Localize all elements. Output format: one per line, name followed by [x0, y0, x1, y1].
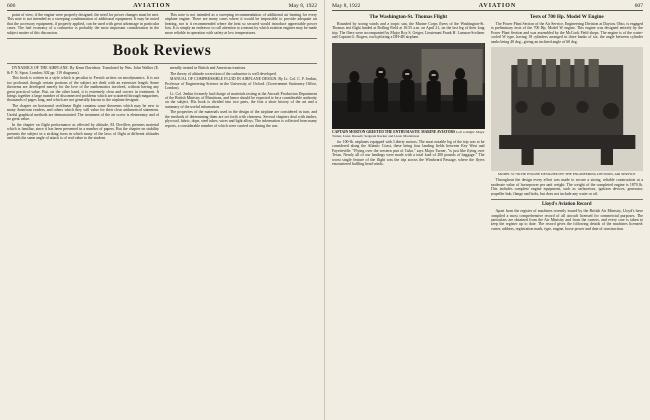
- left-top-text-2: This note is not intended as a sweeping recommendation of additional air heating for every airplane engine. There are many cases where it would be impossible to provide adequate air heating, nor is it recommended where the heat so secured would introduce appreciable power loss. It is simply an endeavor to call attention to a means by which aviation engines may be made more reliable in operation with safety at low temperatures.: [165, 13, 317, 35]
- review-paragraph: The chapter on horizontal rectilinear flight contains some theorems which may be new to many American readers, and others which they will value for their clear arithmetical statement. Useful graphical methods are demonstrated. The treatment of the air screw is elementary and of no great value.: [7, 103, 159, 122]
- article-paragraph: The Power Plant Section of the Air Service, Engineering Division at Dayton, Ohio, is engaged in preliminary tests of the 700 Hp. Model W engine. This engine was designed entirely by the Power Plant Section and was assembled by the McCook Field shops. The engine is of the water-cooled W type, having 18 cylinders arranged in three banks of six, the angle between cylinder banks being 40 deg., giving an inclined angle of 60 deg.: [490, 22, 643, 44]
- aviators-photo-image: [332, 43, 485, 129]
- left-top-columns: [7, 13, 317, 36]
- engine-photo: [491, 47, 644, 171]
- right-running-head: [332, 3, 643, 11]
- left-journal-title: AVIATION: [133, 3, 171, 9]
- left-date: May 8, 1922: [288, 3, 317, 9]
- book-reviews-title: Book Reviews: [112, 42, 212, 60]
- engine-photo-caption: MODEL W 700 HP. ENGINE DESIGNED BY THE ENGINEERING DIVISION, AIR SERVICE: [497, 172, 636, 177]
- review-paragraph: MANUAL OF COMPRESSIBLE FLUID IN AIRPLANE DESIGN. By Lt. Col. C. F. Jenkin, Professor of Engineering Science in the University of Oxford. (Government Stationery Office, London).: [165, 77, 317, 91]
- review-paragraph: The theory of altitude correction of the carburetor is well developed.: [170, 71, 277, 76]
- article-paragraph: Apart from the register of machines recently issued by the British Air Ministry, Lloyd's have compiled a most comprehensive record of all aircraft licensed for commercial purposes. The particulars are obtained from the Air Ministry and from the owners, and every care is taken to keep the register up to date. The record gives the following details of the machines licensed: owner, address, registration mark, type, engine, horse power and date of construction.: [490, 209, 643, 231]
- article-paragraph: for 100-lb. airplanes equipped with Liberty motors. The most notable leg of the trip was to be considered along the Atlantic Coast, these being four landing fields between Key West and Fayetteville. "Flying over the western part of Cuba," says Major Turner, "is just like flying over Texas. Nearly all of our landings were made with a total load of 200 pounds of baggage." The worst single feature of the flight was the trip across the Windward Passage, where the flyers encountered baffling head winds.: [332, 139, 485, 167]
- article-text: [332, 22, 485, 41]
- right-col-1: [332, 13, 485, 232]
- divider: [491, 199, 644, 200]
- review-paragraph: mendly treated in British and American treatises.: [170, 66, 247, 71]
- aviators-photo-caption: [332, 130, 485, 138]
- lloyds-article-text: [491, 209, 644, 232]
- article-paragraph: Rounded by strong winds and a tropic sun, the Marine Corps flyers of the Washington-St. Thomas test flight landed at Bolling Field at 10:55 a.m. on April 21, on the last leg of their long trip. The fliers were accompanied by Major Roy S. Geiger, Lieutenant Frank H. Lamson-Scribner and Captain G. Rogers, each piloting a DH-4B airplane.: [332, 22, 485, 40]
- aviators-photo: [332, 43, 485, 129]
- left-top-col-2: [165, 13, 317, 36]
- reviews-col-2: [165, 66, 317, 141]
- article-title-engine: Tests of 700 Hp. Model W Engine: [529, 14, 604, 20]
- engine-article-text: [491, 22, 644, 45]
- article-title-washington: The Washington-St. Thomas Flight: [369, 14, 448, 20]
- article-title-lloyds: Lloyd's Aviation Record: [542, 202, 592, 208]
- divider: [7, 63, 317, 64]
- review-paragraph: In the chapter on flight performance as affected by altitude, M. Devillers presents material which is familiar, since it has been presented in a number of papers. But the chapter on stability presents the subject in a striking form in which many of the laws of flight at different altitudes and with the same angle of attack is of real value to the student.: [7, 122, 159, 141]
- caption-text: Left to Right: Major Turner, Lieut. Russell, Sergeant Rucker and Lieut. Mackinnon: [332, 129, 485, 138]
- engine-photo-image: [491, 47, 644, 171]
- right-page: [325, 0, 650, 420]
- article-text-cont: [332, 140, 485, 168]
- right-journal-title: AVIATION: [478, 3, 517, 9]
- engine-article-text-cont: [491, 178, 644, 197]
- review-paragraph: Lt. Col. Jenkin formerly had charge of materials testing at the Aircraft Production Department of the British Ministry of Munitions, and hence should be expected to be a considerable authority on the subject. His book is divided into two parts, the first a short history of the art and a summary of the useful information.: [165, 91, 317, 109]
- left-top-col-1: [7, 13, 159, 36]
- left-page-number: 606: [7, 3, 16, 9]
- review-paragraph: DYNAMICS OF THE AIRPLANE. By Kenn Davidson. Translated by Wm. John Walker (E. & F. N. Spon, London; 302 pp. 119 diagrams).: [7, 66, 159, 75]
- right-date: May 8, 1922: [332, 3, 361, 9]
- right-col-2: [491, 13, 644, 232]
- article-paragraph: Throughout the design every effort was made to secure a strong, reliable construction at a moderate value of horsepower per unit weight. The weight of the completed engine is 1870 lb. This includes complete engine equipment, such as carburetors, ignition devices, generator, propeller hub, flange and bolts, but does not include any water or oil.: [490, 178, 643, 196]
- left-top-text-1: point of view, if the engine were properly designed, the need for power changes must be met. This note is not intended as a sweeping condemnation of additional equipment. It may be noted that the accessory equipment, if properly applied, can be used with great advantage in particular cases. The fuel economy of a carburetor is probably the most important consideration in the subject matter of this discussion.: [7, 13, 159, 35]
- review-paragraph: The properties of the materials used in the design of the airplane are considered in turn, and the methods of determining them are set forth with clearness. Several chapters deal with timber, plywood, fabric, dope, steel tubes, wires and light alloys. The information is collected from many reports, a considerable number of which were carried out during the war.: [165, 110, 317, 128]
- review-paragraph: This book is written in a style which is peculiar to French writers on aerodynamics. It is not too profound, though certain portions of the subject are dealt with an extensive length. Some theorems are developed merely for the love of the mathematics involved, without having any great practical value. But, on the other hand, it is extremely clear and correct in treatment. It brings together a large number of disconnected problems which are scattered through magazines, thousands of pages long, and which are not generally known to the airplane designer.: [7, 76, 159, 103]
- right-columns: [332, 13, 643, 232]
- divider: [7, 38, 317, 39]
- reviews-columns: [7, 66, 317, 141]
- left-running-head: [7, 3, 317, 11]
- reviews-col-1: [7, 66, 159, 141]
- right-page-number: 607: [634, 3, 643, 9]
- caption-title: CAPTAIN MORTON GREETED THE ENTHUSIASTIC MARINE AVIATORS: [332, 129, 456, 134]
